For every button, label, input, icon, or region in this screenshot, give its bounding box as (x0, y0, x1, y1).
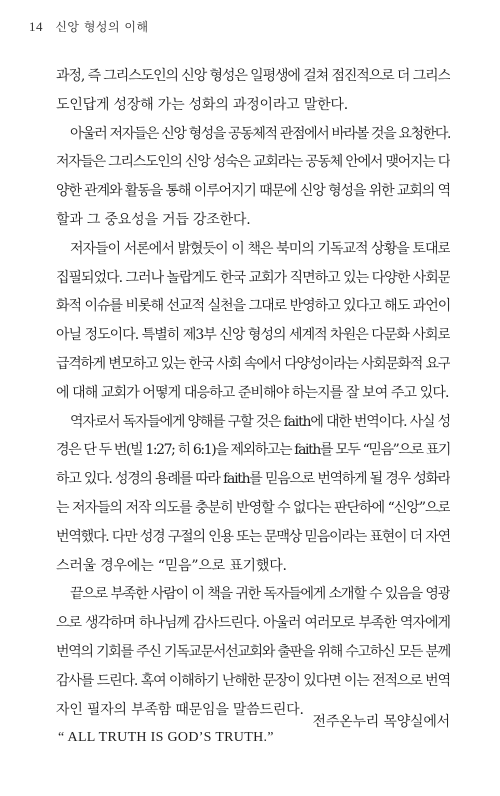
page-number: 14 (29, 19, 43, 34)
text-line: 양한 관계와 활동을 통해 이루어지기 때문에 신앙 형성을 위한 교회의 역 (56, 183, 450, 200)
text-line: 경은 단 두 번(빌 1:27; 히 6:1)을 제외하고는 faith를 모두 “믿음”으로 표기 (56, 442, 450, 459)
text-line: 스러울 경우에는 “믿음”으로 표기했다. (56, 557, 287, 574)
text-line: 하고 있다. 성경의 용례를 따라 faith를 믿음으로 번역하게 될 경우 성화라 (56, 471, 450, 488)
text-line: 감사를 드린다. 혹여 이해하기 난해한 문장이 있다면 이는 전적으로 번역 (56, 672, 450, 689)
closing-quote: “ ALL TRUTH IS GOD’S TRUTH.” (58, 730, 274, 746)
text-line: 역자로서 독자들에게 양해를 구할 것은 faith에 대한 번역이다. 사실 성 (70, 413, 450, 430)
text-line: 과정, 즉 그리스도인의 신앙 형성은 일평생에 걸쳐 점진적으로 더 그리스 (56, 68, 450, 84)
signature-line: 전주온누리 목양실에서 (312, 714, 450, 730)
running-header (29, 18, 149, 35)
text-line: 자인 필자의 부족함 때문임을 말씀드린다. (56, 701, 304, 718)
text-line: 번역의 기회를 주신 기독교문서선교회와 출판을 위해 수고하신 모든 분께 (56, 643, 450, 660)
text-line: 저자들은 그리스도인의 신앙 성숙은 교회라는 공동체 안에서 맺어지는 다 (56, 154, 450, 171)
body-text (56, 62, 450, 753)
text-line: 할과 그 중요성을 거듭 강조한다. (56, 211, 251, 228)
running-title: 신앙 형성의 이해 (55, 20, 149, 34)
text-line: 급격하게 변모하고 있는 한국 사회 속에서 다양성이라는 사회문화적 요구 (56, 355, 450, 372)
text-line: 에 대해 교회가 어떻게 대응하고 준비해야 하는지를 잘 보여 주고 있다. (56, 384, 449, 401)
text-line: 집필되었다. 그러나 놀랍게도 한국 교회가 직면하고 있는 다양한 사회문 (56, 269, 450, 286)
text-line: 번역했다. 다만 성경 구절의 인용 또는 문맥상 믿음이라는 표현이 더 자연 (56, 528, 450, 545)
text-line: 아울러 저자들은 신앙 형성을 공동체적 관점에서 바라볼 것을 요청한다. (70, 125, 450, 142)
text-line: 는 저자들의 저작 의도를 충분히 반영할 수 없다는 판단하에 “신앙”으로 (56, 499, 450, 516)
text-line: 으로 생각하며 하나님께 감사드린다. 아울러 여러모로 부족한 역자에게 (56, 615, 450, 632)
text-line: 화적 이슈를 비롯해 선교적 실천을 그대로 반영하고 있다고 해도 과언이 (56, 298, 450, 315)
text-line: 끝으로 부족한 사람이 이 책을 귀한 독자들에게 소개할 수 있음을 영광 (70, 586, 450, 603)
text-line: 아닐 정도이다. 특별히 제3부 신앙 형성의 세계적 차원은 다문화 사회로 (56, 327, 450, 344)
text-line: 도인답게 성장해 가는 성화의 과정이라고 말한다. (56, 96, 348, 113)
text-line: 저자들이 서론에서 밝혔듯이 이 책은 북미의 기독교적 상황을 토대로 (70, 240, 450, 257)
